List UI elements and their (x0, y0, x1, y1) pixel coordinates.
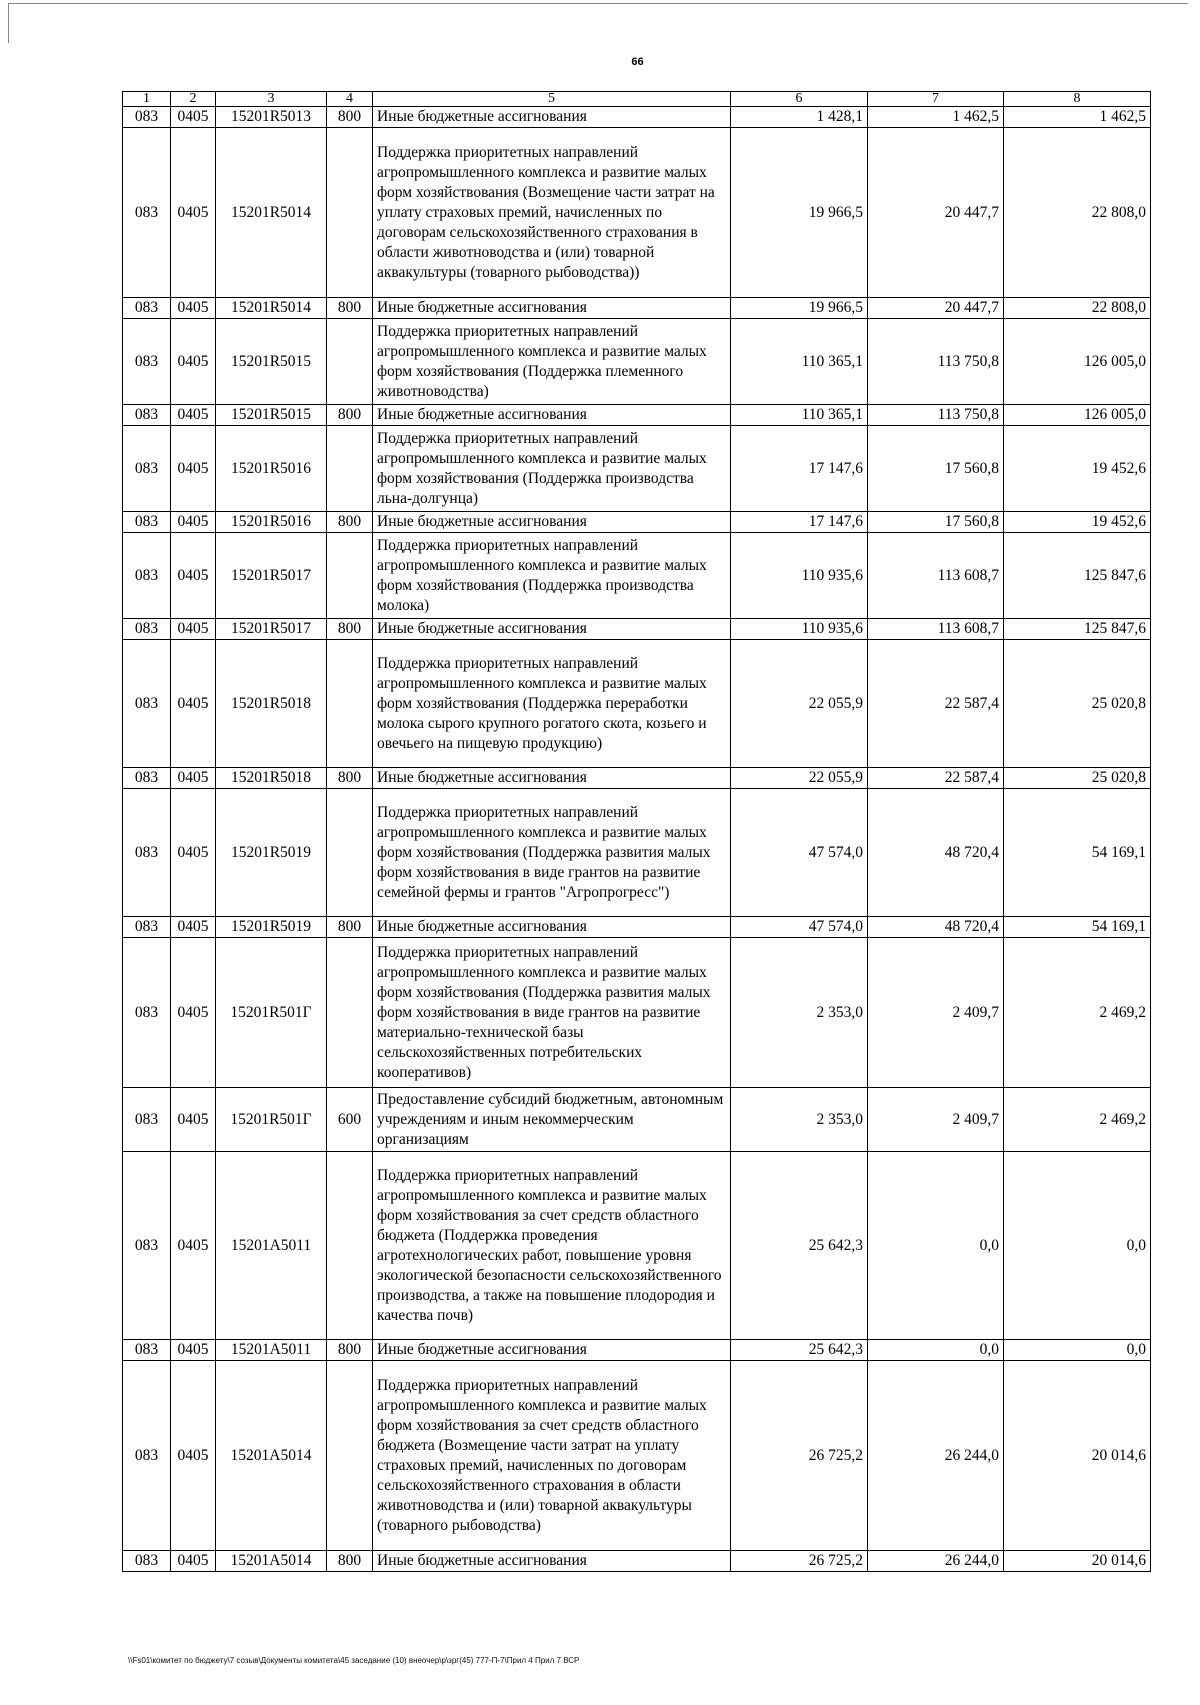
cell-target-article: 15201R5019 (216, 789, 327, 917)
cell-target-article: 15201R5017 (216, 619, 327, 640)
scan-edge-top (8, 3, 1188, 4)
cell-amount-year-2: 1 462,5 (868, 107, 1004, 128)
cell-expense-type: 800 (327, 107, 373, 128)
cell-admin-code: 083 (123, 789, 171, 917)
header-cell: 7 (868, 92, 1004, 107)
cell-description: Иные бюджетные ассигнования (373, 768, 731, 789)
cell-amount-year-1: 47 574,0 (731, 917, 868, 938)
cell-amount-year-2: 2 409,7 (868, 1088, 1004, 1152)
cell-admin-code: 083 (123, 768, 171, 789)
cell-amount-year-3: 22 808,0 (1004, 128, 1151, 298)
cell-amount-year-1: 110 935,6 (731, 619, 868, 640)
cell-expense-type (327, 1152, 373, 1340)
cell-admin-code: 083 (123, 512, 171, 533)
table-row (123, 917, 1151, 938)
cell-target-article: 15201R5014 (216, 298, 327, 319)
cell-amount-year-2: 22 587,4 (868, 640, 1004, 768)
cell-description: Поддержка приоритетных направлений агропромышленного комплекса и развитие малых форм хозяйствования (Поддержка развития малых форм хозяйствования в виде грантов на развитие материально-технической базы сельскохозяйственных потребительских кооперативов) (373, 938, 731, 1088)
cell-amount-year-2: 17 560,8 (868, 512, 1004, 533)
cell-description: Иные бюджетные ассигнования (373, 619, 731, 640)
cell-expense-type (327, 128, 373, 298)
cell-admin-code: 083 (123, 640, 171, 768)
cell-target-article: 15201R5013 (216, 107, 327, 128)
cell-amount-year-3: 125 847,6 (1004, 619, 1151, 640)
cell-section-code: 0405 (171, 512, 216, 533)
cell-amount-year-2: 26 244,0 (868, 1551, 1004, 1572)
table-row (123, 789, 1151, 917)
cell-amount-year-3: 54 169,1 (1004, 917, 1151, 938)
cell-target-article: 15201R5018 (216, 640, 327, 768)
cell-description: Поддержка приоритетных направлений агропромышленного комплекса и развитие малых форм хозяйствования (Поддержка производства льна-долгунца) (373, 426, 731, 512)
table-row (123, 426, 1151, 512)
cell-admin-code: 083 (123, 298, 171, 319)
table-row (123, 298, 1151, 319)
header-cell: 6 (731, 92, 868, 107)
header-cell: 1 (123, 92, 171, 107)
cell-amount-year-2: 17 560,8 (868, 426, 1004, 512)
cell-amount-year-1: 26 725,2 (731, 1551, 868, 1572)
cell-description: Поддержка приоритетных направлений агропромышленного комплекса и развитие малых форм хозяйствования (Поддержка производства молока) (373, 533, 731, 619)
table-row (123, 533, 1151, 619)
cell-target-article: 15201R5014 (216, 128, 327, 298)
budget-table (122, 91, 1151, 1572)
cell-amount-year-2: 26 244,0 (868, 1361, 1004, 1551)
cell-expense-type: 800 (327, 298, 373, 319)
cell-section-code: 0405 (171, 1088, 216, 1152)
cell-description: Поддержка приоритетных направлений агропромышленного комплекса и развитие малых форм хозяйствования за счет средств областного бюджета (Возмещение части затрат на уплату страховых премий, начисленных по договорам сельскохозяйственного страхования в области животноводства и (или) товарной аквакультуры (товарного рыбоводства) (373, 1361, 731, 1551)
cell-amount-year-2: 20 447,7 (868, 298, 1004, 319)
cell-admin-code: 083 (123, 1551, 171, 1572)
cell-section-code: 0405 (171, 533, 216, 619)
cell-expense-type: 800 (327, 405, 373, 426)
cell-target-article: 15201А5011 (216, 1152, 327, 1340)
cell-description: Иные бюджетные ассигнования (373, 512, 731, 533)
cell-expense-type (327, 533, 373, 619)
cell-description: Иные бюджетные ассигнования (373, 298, 731, 319)
cell-description: Иные бюджетные ассигнования (373, 405, 731, 426)
cell-section-code: 0405 (171, 426, 216, 512)
cell-target-article: 15201R5016 (216, 426, 327, 512)
cell-amount-year-2: 113 750,8 (868, 319, 1004, 405)
cell-section-code: 0405 (171, 917, 216, 938)
cell-amount-year-2: 0,0 (868, 1340, 1004, 1361)
cell-amount-year-3: 0,0 (1004, 1340, 1151, 1361)
table-body (123, 92, 1151, 1572)
cell-expense-type (327, 640, 373, 768)
cell-amount-year-2: 2 409,7 (868, 938, 1004, 1088)
cell-description: Иные бюджетные ассигнования (373, 917, 731, 938)
cell-admin-code: 083 (123, 128, 171, 298)
cell-description: Поддержка приоритетных направлений агропромышленного комплекса и развитие малых форм хозяйствования (Поддержка развития малых форм хозяйствования в виде грантов на развитие семейной фермы и грантов "Агропрогресс") (373, 789, 731, 917)
cell-amount-year-3: 22 808,0 (1004, 298, 1151, 319)
table-row (123, 405, 1151, 426)
cell-amount-year-3: 20 014,6 (1004, 1551, 1151, 1572)
cell-expense-type: 800 (327, 917, 373, 938)
cell-amount-year-1: 26 725,2 (731, 1361, 868, 1551)
cell-section-code: 0405 (171, 107, 216, 128)
cell-amount-year-1: 22 055,9 (731, 640, 868, 768)
cell-expense-type: 800 (327, 512, 373, 533)
cell-target-article: 15201R501Г (216, 1088, 327, 1152)
cell-section-code: 0405 (171, 1551, 216, 1572)
table-row (123, 107, 1151, 128)
cell-amount-year-1: 17 147,6 (731, 512, 868, 533)
cell-amount-year-1: 2 353,0 (731, 1088, 868, 1152)
cell-expense-type (327, 938, 373, 1088)
cell-expense-type: 800 (327, 1551, 373, 1572)
cell-amount-year-3: 2 469,2 (1004, 1088, 1151, 1152)
cell-admin-code: 083 (123, 107, 171, 128)
cell-expense-type: 600 (327, 1088, 373, 1152)
cell-description: Поддержка приоритетных направлений агропромышленного комплекса и развитие малых форм хозяйствования за счет средств областного бюджета (Поддержка проведения агротехнологических работ, повышение уровня экологической безопасности сельскохозяйственного производства, а также на повышение плодородия и качества почв) (373, 1152, 731, 1340)
cell-admin-code: 083 (123, 1340, 171, 1361)
cell-description: Поддержка приоритетных направлений агропромышленного комплекса и развитие малых форм хозяйствования (Поддержка племенного животноводства) (373, 319, 731, 405)
cell-description: Поддержка приоритетных направлений агропромышленного комплекса и развитие малых форм хозяйствования (Возмещение части затрат на уплату страховых премий, начисленных по договорам сельскохозяйственного страхования в области животноводства и (или) товарной аквакультуры (товарного рыбоводства)) (373, 128, 731, 298)
cell-expense-type (327, 319, 373, 405)
cell-target-article: 15201А5014 (216, 1551, 327, 1572)
cell-amount-year-2: 113 750,8 (868, 405, 1004, 426)
cell-amount-year-3: 19 452,6 (1004, 426, 1151, 512)
cell-expense-type (327, 426, 373, 512)
table-row (123, 619, 1151, 640)
cell-admin-code: 083 (123, 1361, 171, 1551)
cell-amount-year-1: 19 966,5 (731, 128, 868, 298)
cell-admin-code: 083 (123, 1152, 171, 1340)
cell-target-article: 15201R5018 (216, 768, 327, 789)
cell-section-code: 0405 (171, 619, 216, 640)
cell-admin-code: 083 (123, 619, 171, 640)
cell-section-code: 0405 (171, 938, 216, 1088)
cell-section-code: 0405 (171, 1152, 216, 1340)
table-row (123, 1152, 1151, 1340)
cell-expense-type: 800 (327, 768, 373, 789)
cell-section-code: 0405 (171, 319, 216, 405)
cell-target-article: 15201А5014 (216, 1361, 327, 1551)
cell-admin-code: 083 (123, 917, 171, 938)
cell-amount-year-3: 125 847,6 (1004, 533, 1151, 619)
header-cell: 8 (1004, 92, 1151, 107)
cell-amount-year-2: 48 720,4 (868, 917, 1004, 938)
header-cell: 3 (216, 92, 327, 107)
table-row (123, 938, 1151, 1088)
cell-section-code: 0405 (171, 640, 216, 768)
header-cell: 2 (171, 92, 216, 107)
cell-expense-type: 800 (327, 619, 373, 640)
cell-section-code: 0405 (171, 789, 216, 917)
cell-amount-year-1: 19 966,5 (731, 298, 868, 319)
cell-amount-year-1: 110 365,1 (731, 405, 868, 426)
cell-amount-year-3: 126 005,0 (1004, 405, 1151, 426)
cell-amount-year-3: 54 169,1 (1004, 789, 1151, 917)
cell-target-article: 15201R5015 (216, 405, 327, 426)
cell-admin-code: 083 (123, 405, 171, 426)
file-path-footer: \\Fs01\комитет по бюджету\7 созыв\Документы комитета\45 заседание (10) внеочер\р\зрг(45) 777-П-7\Прил 4 Прил 7 ВСР (128, 1656, 580, 1665)
header-cell: 5 (373, 92, 731, 107)
table-row (123, 1340, 1151, 1361)
cell-section-code: 0405 (171, 298, 216, 319)
table-row (123, 128, 1151, 298)
cell-amount-year-1: 25 642,3 (731, 1152, 868, 1340)
cell-amount-year-2: 113 608,7 (868, 619, 1004, 640)
cell-target-article: 15201R5017 (216, 533, 327, 619)
cell-admin-code: 083 (123, 533, 171, 619)
cell-amount-year-3: 126 005,0 (1004, 319, 1151, 405)
cell-admin-code: 083 (123, 426, 171, 512)
cell-description: Предоставление субсидий бюджетным, автономным учреждениям и иным некоммерческим организациям (373, 1088, 731, 1152)
page-number: 66 (631, 56, 644, 68)
cell-expense-type (327, 1361, 373, 1551)
table-row (123, 1551, 1151, 1572)
cell-amount-year-1: 47 574,0 (731, 789, 868, 917)
cell-amount-year-1: 25 642,3 (731, 1340, 868, 1361)
header-cell: 4 (327, 92, 373, 107)
cell-admin-code: 083 (123, 319, 171, 405)
cell-amount-year-2: 22 587,4 (868, 768, 1004, 789)
cell-amount-year-1: 2 353,0 (731, 938, 868, 1088)
cell-description: Иные бюджетные ассигнования (373, 1551, 731, 1572)
cell-amount-year-1: 17 147,6 (731, 426, 868, 512)
cell-target-article: 15201R5015 (216, 319, 327, 405)
cell-amount-year-3: 0,0 (1004, 1152, 1151, 1340)
cell-amount-year-3: 2 469,2 (1004, 938, 1151, 1088)
cell-expense-type (327, 789, 373, 917)
table-row (123, 1088, 1151, 1152)
cell-amount-year-3: 25 020,8 (1004, 640, 1151, 768)
cell-amount-year-3: 19 452,6 (1004, 512, 1151, 533)
cell-section-code: 0405 (171, 128, 216, 298)
table-row (123, 512, 1151, 533)
cell-description: Поддержка приоритетных направлений агропромышленного комплекса и развитие малых форм хозяйствования (Поддержка переработки молока сырого крупного рогатого скота, козьего и овечьего на пищевую продукцию) (373, 640, 731, 768)
cell-target-article: 15201R501Г (216, 938, 327, 1088)
cell-amount-year-1: 110 365,1 (731, 319, 868, 405)
table-row (123, 1361, 1151, 1551)
cell-section-code: 0405 (171, 405, 216, 426)
cell-amount-year-3: 20 014,6 (1004, 1361, 1151, 1551)
cell-amount-year-2: 48 720,4 (868, 789, 1004, 917)
cell-amount-year-3: 25 020,8 (1004, 768, 1151, 789)
cell-target-article: 15201А5011 (216, 1340, 327, 1361)
cell-target-article: 15201R5016 (216, 512, 327, 533)
cell-section-code: 0405 (171, 768, 216, 789)
cell-amount-year-3: 1 462,5 (1004, 107, 1151, 128)
table-row (123, 640, 1151, 768)
table-row (123, 768, 1151, 789)
cell-amount-year-2: 113 608,7 (868, 533, 1004, 619)
cell-expense-type: 800 (327, 1340, 373, 1361)
cell-target-article: 15201R5019 (216, 917, 327, 938)
cell-section-code: 0405 (171, 1361, 216, 1551)
table-header-row (123, 92, 1151, 107)
cell-amount-year-1: 110 935,6 (731, 533, 868, 619)
table-row (123, 319, 1151, 405)
cell-amount-year-2: 0,0 (868, 1152, 1004, 1340)
cell-admin-code: 083 (123, 938, 171, 1088)
cell-description: Иные бюджетные ассигнования (373, 1340, 731, 1361)
scan-edge-left (8, 3, 9, 43)
cell-amount-year-1: 1 428,1 (731, 107, 868, 128)
cell-amount-year-1: 22 055,9 (731, 768, 868, 789)
cell-amount-year-2: 20 447,7 (868, 128, 1004, 298)
cell-description: Иные бюджетные ассигнования (373, 107, 731, 128)
cell-admin-code: 083 (123, 1088, 171, 1152)
cell-section-code: 0405 (171, 1340, 216, 1361)
